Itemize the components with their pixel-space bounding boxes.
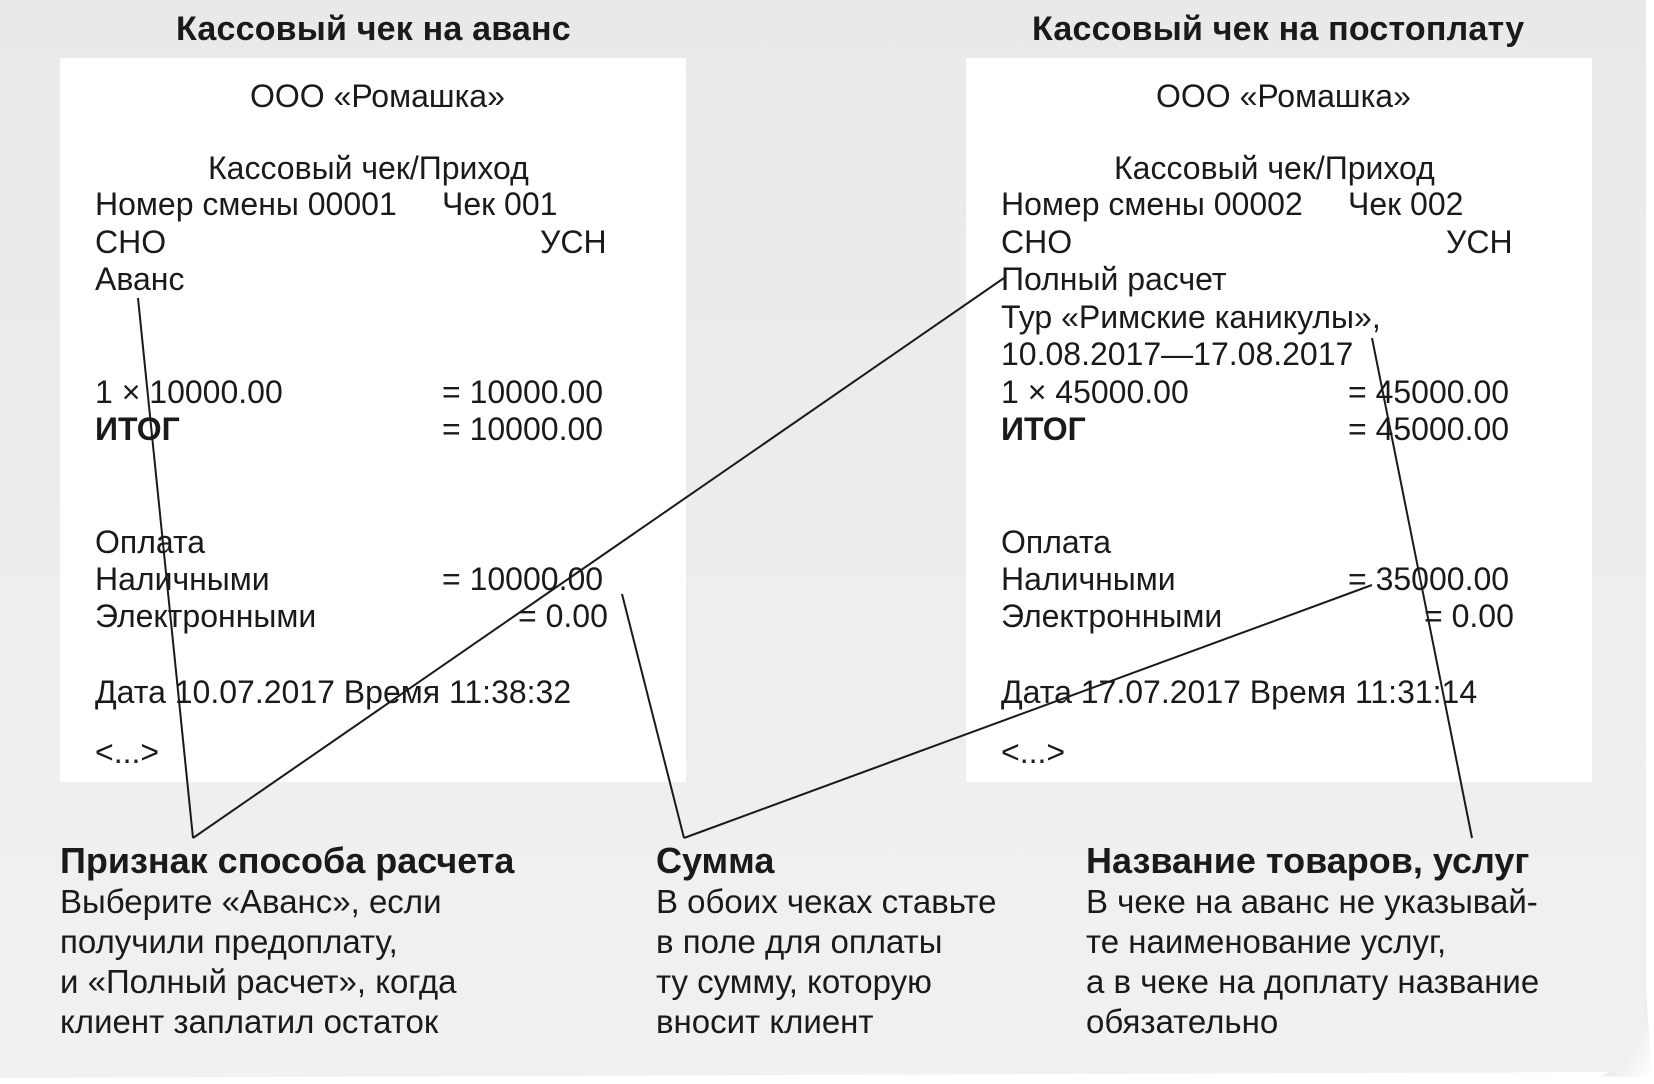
receipt-payment-method: Аванс bbox=[95, 261, 185, 297]
note-name-line: те наименование услуг, bbox=[1086, 923, 1447, 960]
receipt-total-sum: = 10000.00 bbox=[442, 411, 604, 447]
receipt-service-name: Тур «Римские каникулы», bbox=[1001, 299, 1381, 335]
receipt-service-dates: 10.08.2017—17.08.2017 bbox=[1001, 336, 1354, 372]
receipt-payment-method: Полный расчет bbox=[1001, 261, 1227, 297]
receipt-electronic-sum: = 0.00 bbox=[518, 598, 608, 634]
receipt-cash-sum: = 35000.00 bbox=[1348, 561, 1510, 597]
receipt-company: ООО «Ромашка» bbox=[250, 78, 505, 114]
receipt-total-sum: = 45000.00 bbox=[1348, 411, 1510, 447]
receipt-shift: Номер смены 00001 bbox=[95, 186, 397, 222]
receipt-total-label: ИТОГ bbox=[95, 411, 180, 447]
receipt-sno-value: УСН bbox=[1446, 224, 1513, 260]
receipt-ellipsis: <...> bbox=[95, 734, 160, 770]
note-method-title: Признак способа расчета bbox=[60, 840, 515, 881]
receipt-doc-type: Кассовый чек/Приход bbox=[1114, 150, 1435, 186]
receipt-electronic-sum: = 0.00 bbox=[1424, 598, 1514, 634]
receipt-electronic-label: Электронными bbox=[95, 598, 317, 634]
receipt-electronic-label: Электронными bbox=[1001, 598, 1223, 634]
receipt-payment-label: Оплата bbox=[1001, 524, 1112, 560]
receipt-cash-sum: = 10000.00 bbox=[442, 561, 604, 597]
receipt-advance bbox=[60, 58, 686, 782]
note-name-line: обязательно bbox=[1086, 1003, 1279, 1040]
receipt-item-sum: = 10000.00 bbox=[442, 374, 604, 410]
receipt-postpayment bbox=[966, 58, 1592, 782]
receipt-ellipsis: <...> bbox=[1001, 734, 1066, 770]
note-method-line: Выберите «Аванс», если bbox=[60, 883, 442, 920]
note-sum-line: вносит клиент bbox=[656, 1003, 874, 1040]
receipt-company: ООО «Ромашка» bbox=[1156, 78, 1411, 114]
note-method-line: клиент заплатил остаток bbox=[60, 1003, 439, 1040]
receipt-sno-label: СНО bbox=[1001, 224, 1073, 260]
note-sum-line: В обоих чеках ставьте bbox=[656, 883, 997, 920]
receipt-cash-label: Наличными bbox=[1001, 561, 1176, 597]
heading-postpayment-receipt: Кассовый чек на постоплату bbox=[1032, 10, 1525, 48]
note-name-line: В чеке на аванс не указывай- bbox=[1086, 883, 1538, 920]
note-method-line: получили предоплату, bbox=[60, 923, 398, 960]
receipt-sno-label: СНО bbox=[95, 224, 167, 260]
receipt-total-label: ИТОГ bbox=[1001, 411, 1086, 447]
receipt-shift: Номер смены 00002 bbox=[1001, 186, 1303, 222]
receipt-payment-label: Оплата bbox=[95, 524, 206, 560]
receipt-doc-type: Кассовый чек/Приход bbox=[208, 150, 529, 186]
heading-advance-receipt: Кассовый чек на аванс bbox=[176, 10, 571, 48]
receipt-datetime: Дата 17.07.2017 Время 11:31:14 bbox=[1001, 674, 1478, 710]
note-sum-title: Сумма bbox=[656, 840, 775, 881]
receipt-cash-label: Наличными bbox=[95, 561, 270, 597]
note-name-title: Название товаров, услуг bbox=[1086, 840, 1530, 881]
receipt-item-line: 1 × 10000.00 bbox=[95, 374, 283, 410]
receipt-sno-value: УСН bbox=[540, 224, 607, 260]
receipt-check-number: Чек 002 bbox=[1348, 186, 1464, 222]
receipt-item-line: 1 × 45000.00 bbox=[1001, 374, 1189, 410]
receipt-check-number: Чек 001 bbox=[442, 186, 558, 222]
note-sum-line: ту сумму, которую bbox=[656, 963, 932, 1000]
note-sum-line: в поле для оплаты bbox=[656, 923, 943, 960]
receipt-item-sum: = 45000.00 bbox=[1348, 374, 1510, 410]
note-method-line: и «Полный расчет», когда bbox=[60, 963, 457, 1000]
receipt-datetime: Дата 10.07.2017 Время 11:38:32 bbox=[95, 674, 572, 710]
note-name-line: а в чеке на доплату название bbox=[1086, 963, 1540, 1000]
